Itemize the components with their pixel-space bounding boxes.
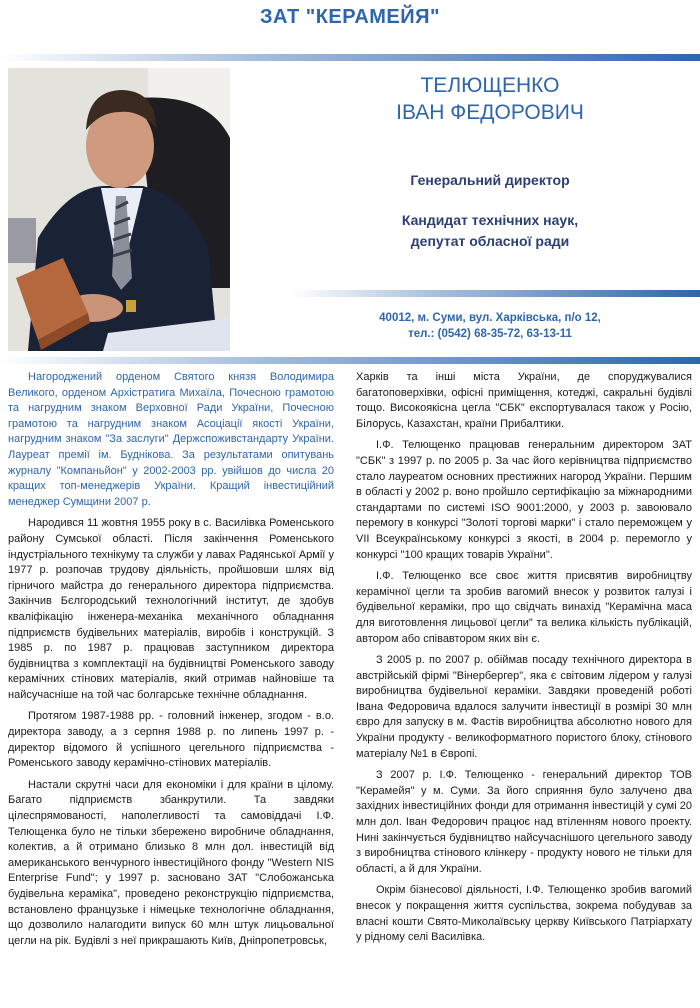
contact-divider	[290, 290, 700, 297]
right-column	[356, 370, 692, 952]
top-divider	[0, 54, 700, 61]
biography-paragraph: З 2005 р. по 2007 р. обіймав посаду технічного директора в австрійській фірмі "Вінербергер", яка є світовим лідером у галузі виробництва будівельної кераміки. Завдяки проведеній роботі Івана Федоровича вдалося залучити інвестиції в розмірі 30 млн євро для запуску в м. Фастів виробництва абсолютно нового для України продукту - великоформатного пористого блоку, стінового матеріалу №1 в Європі.	[356, 654, 692, 760]
person-name	[380, 72, 600, 126]
biography-paragraph: Народився 11 жовтня 1955 року в с. Василівка Роменського району Сумської області. Після закінчення Роменського індустріального технікуму та служби у лавах Радянської Армії у 1977 р. розпочав трудову діяльність, пройшовши шлях від гірничого майстра до генерального директора підприємства. Закінчив Бєлгородський технологічний інститут, де здобув кваліфікацію інженера-механіка механічного обладнання підприємств будівельних матеріалів, виробів і конструкцій. З 1985 р. по 1987 р. працював заступником директора будівництва з комплектації на будівництві Роменського заводу керамічних стінових матеріалів, який отримав найновіше та найсучасніше на той час болгарське технічне обладнання.	[8, 517, 334, 701]
company-title: ЗАТ "КЕРАМЕЙЯ"	[259, 6, 441, 28]
biography-paragraph: І.Ф. Телющенко працював генеральним директором ЗАТ "СБК" з 1997 р. по 2005 р. За час його керівництва підприємство стало лауреатом основних престижних нагород України. Першим в області у 2002 р. воно пройшло сертифікацію за міжнародними стандартами по системі ISO 9001:2000, у 2003 р. завоювало перемогу в конкурсі "Золоті торгові марки" і стало переможцем у VII Всеукраїнському конкурсі з якості, в 2004 р. перемогло у конкурсі "100 кращих товарів України".	[356, 439, 692, 561]
biography-paragraph: І.Ф. Телющенко все своє життя присвятив виробництву керамічної цегли та зробив вагомий внесок у розвиток галузі і будівельної кераміки, про що свідчать винахід "Керамічна маса для виготовлення лицьової цегли" та велика кількість публікацій, автором або співавтором яких він є.	[356, 570, 692, 645]
address-line: 40012, м. Суми, вул. Харківська, п/о 12,	[379, 312, 601, 324]
name-given: ІВАН ФЕДОРОВИЧ	[396, 101, 584, 124]
biography-paragraph: Настали скрутні часи для економіки і для країни в цілому. Багато підприємств збанкрутили. Та завдяки цілеспрямованості, наполегливості та самовіддачі І.Ф. Телющенка було не тільки збережено виробниче обладнання, колектив, а й отримано близько 8 млн дол. інвестицій від американського венчурного інвестиційного фонду "Western NIS Enterprise Fund"; у 1997 р. засновано ЗАТ "Слобожанська будівельна кераміка", проведено реконструкцію підприємства, встановлено французьке і німецьке технологічне обладнання, що дозволило налагодити випуск 60 млн штук лицьовальної цегли на рік. Будівлі з неї прикрашають Київ, Дніпропетровськ,	[8, 778, 334, 947]
degree-line-1: Кандидат технічних наук,	[401, 212, 579, 228]
biography-paragraph: Харків та інші міста України, де споруджувалися багатоповерхівки, офісні приміщення, котеджі, сакральні будівлі тощо. Високоякісна цегла "СБК" експортувалася також у Росію, Білорусь, Казахстан, країни Прибалтики.	[356, 371, 692, 430]
biography-paragraph: Протягом 1987-1988 рр. - головний інженер, згодом - в.о. директора заводу, а з серпня 1988 р. по липень 1997 р. - директор відомого й успішного цегельного підприємства - Роменського заводу керамічно-стінових матеріалів.	[8, 710, 334, 770]
biography-paragraph: Окрім бізнесової діяльності, І.Ф. Телющенко зробив вагомий внесок у покращення життя суспільства, зокрема побудував за власні кошти Свято-Миколаївську церкву Київського Патріархату у рідному селі Василівка.	[356, 884, 692, 944]
awards-paragraph: Нагороджений орденом Святого князя Володимира Великого, орденом Архістратига Михаїла, Почесною грамотою та нагрудним знаком Верховної Ради України, Почесною грамотою та нагрудним знаком Асоціації якості України, нагрудним знаком "За заслуги" Держспоживстандарту України. Лауреат премії ім. Буднікова. За результатами опитувань журналу "Компаньйон" у 2002-2003 рр. увійшов до числа 20 кращих топ-менеджерів України. Кращий інвестиційний менеджер Сумщини 2007 р.	[8, 371, 334, 508]
contact-block	[300, 310, 680, 342]
phone-line: тел.: (0542) 68-35-72, 63-13-11	[408, 328, 572, 340]
person-position: Генеральний директор	[410, 172, 570, 188]
name-surname: ТЕЛЮЩЕНКО	[420, 74, 560, 97]
degree-line-2: депутат обласної ради	[410, 233, 570, 249]
body-divider	[0, 357, 700, 364]
person-degree	[300, 210, 680, 252]
portrait-photo	[8, 68, 230, 351]
biography-paragraph: З 2007 р. І.Ф. Телющенко - генеральний директор ТОВ "Керамейя" у м. Суми. За його сприяння було залучено два західних інвестиційних фонди для отримання інвестицій у сумі 20 млн дол. Іван Федорович працює над втіленням нового проекту. Нині закінчується будівництво найсучаснішого цегельного заводу з виробництва стінового клінкеру - продукту нового не тільки для області, а й для України.	[356, 769, 692, 875]
left-column	[8, 370, 334, 955]
